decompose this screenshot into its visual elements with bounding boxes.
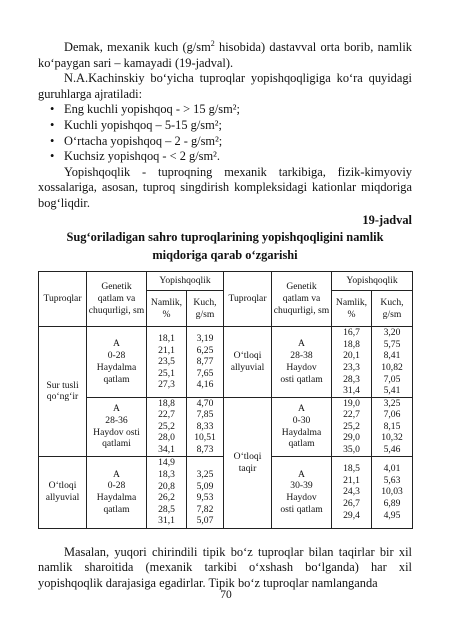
header-genetic-right: Genetik qatlam va chuqurligi, sm xyxy=(272,272,332,327)
header-genetic-left: Genetik qatlam va chuqurligi, sm xyxy=(87,272,147,327)
moisture-cell: 16,7 18,8 20,1 23,3 28,3 31,4 xyxy=(332,327,372,398)
header-moisture-right: Namlik, % xyxy=(332,291,372,327)
moisture-cell: 18,1 21,1 23,5 25,1 27,3 xyxy=(147,327,187,398)
layer-cell: A 0-28 Haydalma qatlam xyxy=(87,456,147,528)
list-item: • O‘rtacha yopishqoq – 2 - g/sm²; xyxy=(50,134,412,150)
soil-name-left-2: O‘tloqi allyuvial xyxy=(39,456,87,528)
header-stickiness-right: Yopishqoqlik xyxy=(332,272,413,291)
force-cell: 3,25 7,06 8,15 10,32 5,46 xyxy=(372,397,413,456)
layer-cell: A 0-28 Haydalma qatlam xyxy=(87,327,147,398)
header-force-left: Kuch, g/sm xyxy=(187,291,224,327)
table-number: 19-jadval xyxy=(362,212,412,227)
header-stickiness-left: Yopishqoqlik xyxy=(147,272,224,291)
paragraph-mechanical-force: Demak, mexanik kuch ($g/sm^2$ hisobida) dastavval orta borib, namlik ko‘paygan sari – kamayadi (19-jadval). xyxy=(38,38,412,70)
force-cell: 3,25 5,09 9,53 7,82 5,07 xyxy=(187,456,224,528)
header-moisture-left: Namlik, % xyxy=(147,291,187,327)
soil-name-left-1: Sur tusli qo‘ng‘ir xyxy=(39,327,87,457)
stickiness-table xyxy=(38,271,413,529)
page-content xyxy=(38,40,412,591)
soil-name-right-1: O‘tloqi allyuvial xyxy=(224,327,272,398)
force-cell: 4,01 5,63 10,03 6,89 4,95 xyxy=(372,456,413,528)
page-number: 70 xyxy=(220,589,232,601)
paragraph-example: Masalan, yuqori chirindili tipik bo‘z tuproqlar bilan taqirlar bir xil namlik sharoitida (mexanik tarkibi o‘xshash bo‘lganda) har xil yopishqoqlik darajasiga egadirlar. Tipik bo‘z tuproqlar namlanganda xyxy=(38,544,412,590)
moisture-cell: 19,0 22,7 25,2 29,0 35,0 xyxy=(332,397,372,456)
header-soils-left: Tuproqlar xyxy=(39,272,87,327)
data-table-wrap xyxy=(38,271,412,529)
force-cell: 3,19 6,25 8,77 7,65 4,16 xyxy=(187,327,224,398)
force-cell: 4,70 7,85 8,33 10,51 8,73 xyxy=(187,397,224,456)
layer-cell: A 0-30 Haydalma qatlam xyxy=(272,397,332,456)
layer-cell: A 28-36 Haydov osti qatlami xyxy=(87,397,147,456)
header-force-right: Kuch, g/sm xyxy=(372,291,413,327)
stickiness-groups-list xyxy=(38,102,412,164)
list-item: • Kuchsiz yopishqoq - < 2 g/sm². xyxy=(50,149,412,165)
moisture-cell: 18,5 21,1 24,3 26,7 29,4 xyxy=(332,456,372,528)
table-title: Sug‘oriladigan sahro tuproqlarining yopishqoqligini namlik miqdoriga qarab o‘zgarishi xyxy=(66,230,384,263)
layer-cell: A 28-38 Haydov osti qatlam xyxy=(272,327,332,398)
paragraph-kachinskiy: N.A.Kachinskiy bo‘yicha tuproqlar yopishqoqligiga ko‘ra quyidagi guruhlarga ajratiladi: xyxy=(38,71,412,101)
paragraph-dependence: Yopishqoqlik - tuproqning mexanik tarkibiga, fizik-kimyoviy xossalariga, asosan, tuproq singdirish kompleksidagi kationlar miqdoriga bog‘liqdir. xyxy=(38,164,412,210)
moisture-cell: 18,8 22,7 25,2 28,0 34,1 xyxy=(147,397,187,456)
list-item: • Eng kuchli yopishqoq - > 15 g/sm²; xyxy=(50,102,412,118)
header-soils-right: Tuproqlar xyxy=(224,272,272,327)
force-cell: 3,20 5,75 8,41 10,82 7,05 5,41 xyxy=(372,327,413,398)
layer-cell: A 30-39 Haydov osti qatlam xyxy=(272,456,332,528)
moisture-cell: 14,9 18,3 20,8 26,2 28,5 31,1 xyxy=(147,456,187,528)
list-item: • Kuchli yopishqoq – 5-15 g/sm²; xyxy=(50,118,412,134)
soil-name-right-2: O‘tloqi taqir xyxy=(224,397,272,528)
